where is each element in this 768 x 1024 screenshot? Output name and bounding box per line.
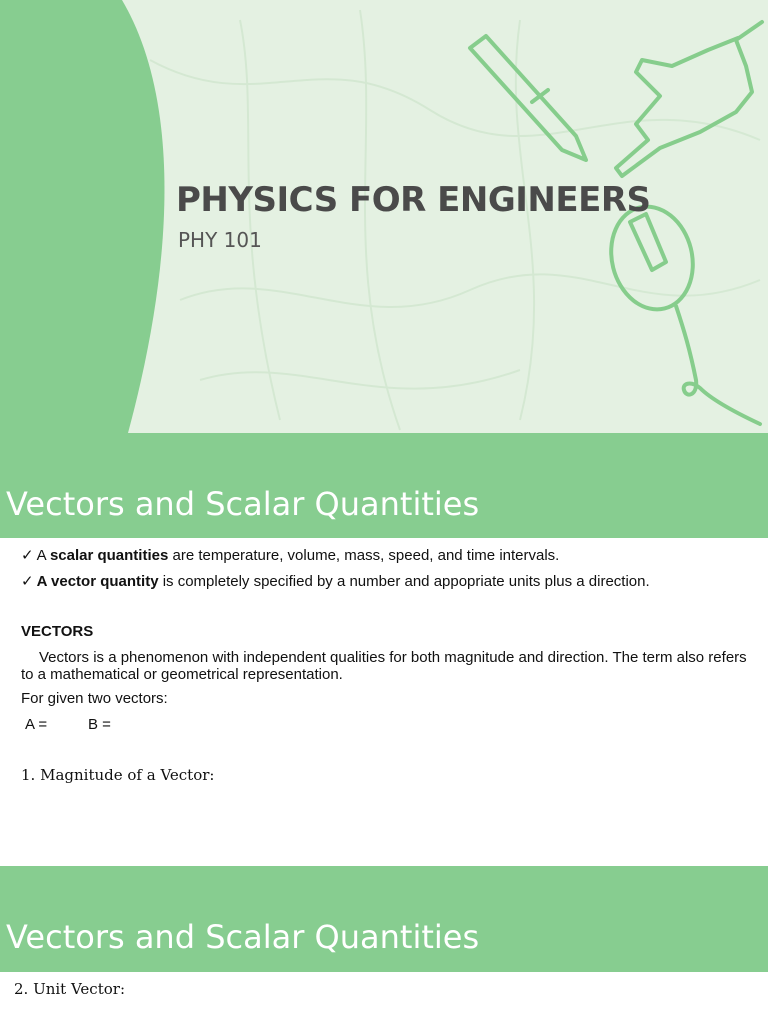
bullet-bold-term: scalar quantities [49, 547, 169, 564]
magnitude-item: 1. Magnitude of a Vector: [21, 766, 215, 784]
presentation-subtitle: PHY 101 [178, 228, 262, 252]
pointing-hand-icon [616, 22, 762, 176]
title-slide [0, 0, 768, 433]
vectors-paragraph: Vectors is a phenomenon with independent qualities for both magnitude and direction. The term also refers to a mathematical or geometrical representation. [21, 649, 747, 683]
bullet-text: are temperature, volume, mass, speed, and time intervals. [168, 547, 560, 564]
vector-b-label: B = [88, 716, 111, 733]
unit-vector-item: 2. Unit Vector: [14, 980, 125, 998]
vector-a-label: A = [25, 716, 48, 733]
bullet-vector [21, 572, 650, 590]
checkmark-icon: ✓ [21, 573, 34, 590]
computer-mouse-icon [601, 198, 760, 424]
bullet-text: is completely specified by a number and appopriate units plus a direction. [158, 573, 650, 590]
given-vectors-text: For given two vectors: [21, 690, 168, 707]
pencil-icon [470, 36, 586, 160]
vectors-heading: VECTORS [21, 623, 94, 640]
presentation-title: PHYSICS FOR ENGINEERS [176, 180, 651, 220]
slide-header-title: Vectors and Scalar Quantities [6, 485, 480, 523]
bullet-scalar [21, 546, 559, 564]
bullet-prefix: A [36, 547, 50, 564]
slide-header-title: Vectors and Scalar Quantities [6, 918, 480, 956]
bullet-bold-term: A vector quantity [36, 573, 159, 590]
checkmark-icon: ✓ [21, 547, 34, 564]
